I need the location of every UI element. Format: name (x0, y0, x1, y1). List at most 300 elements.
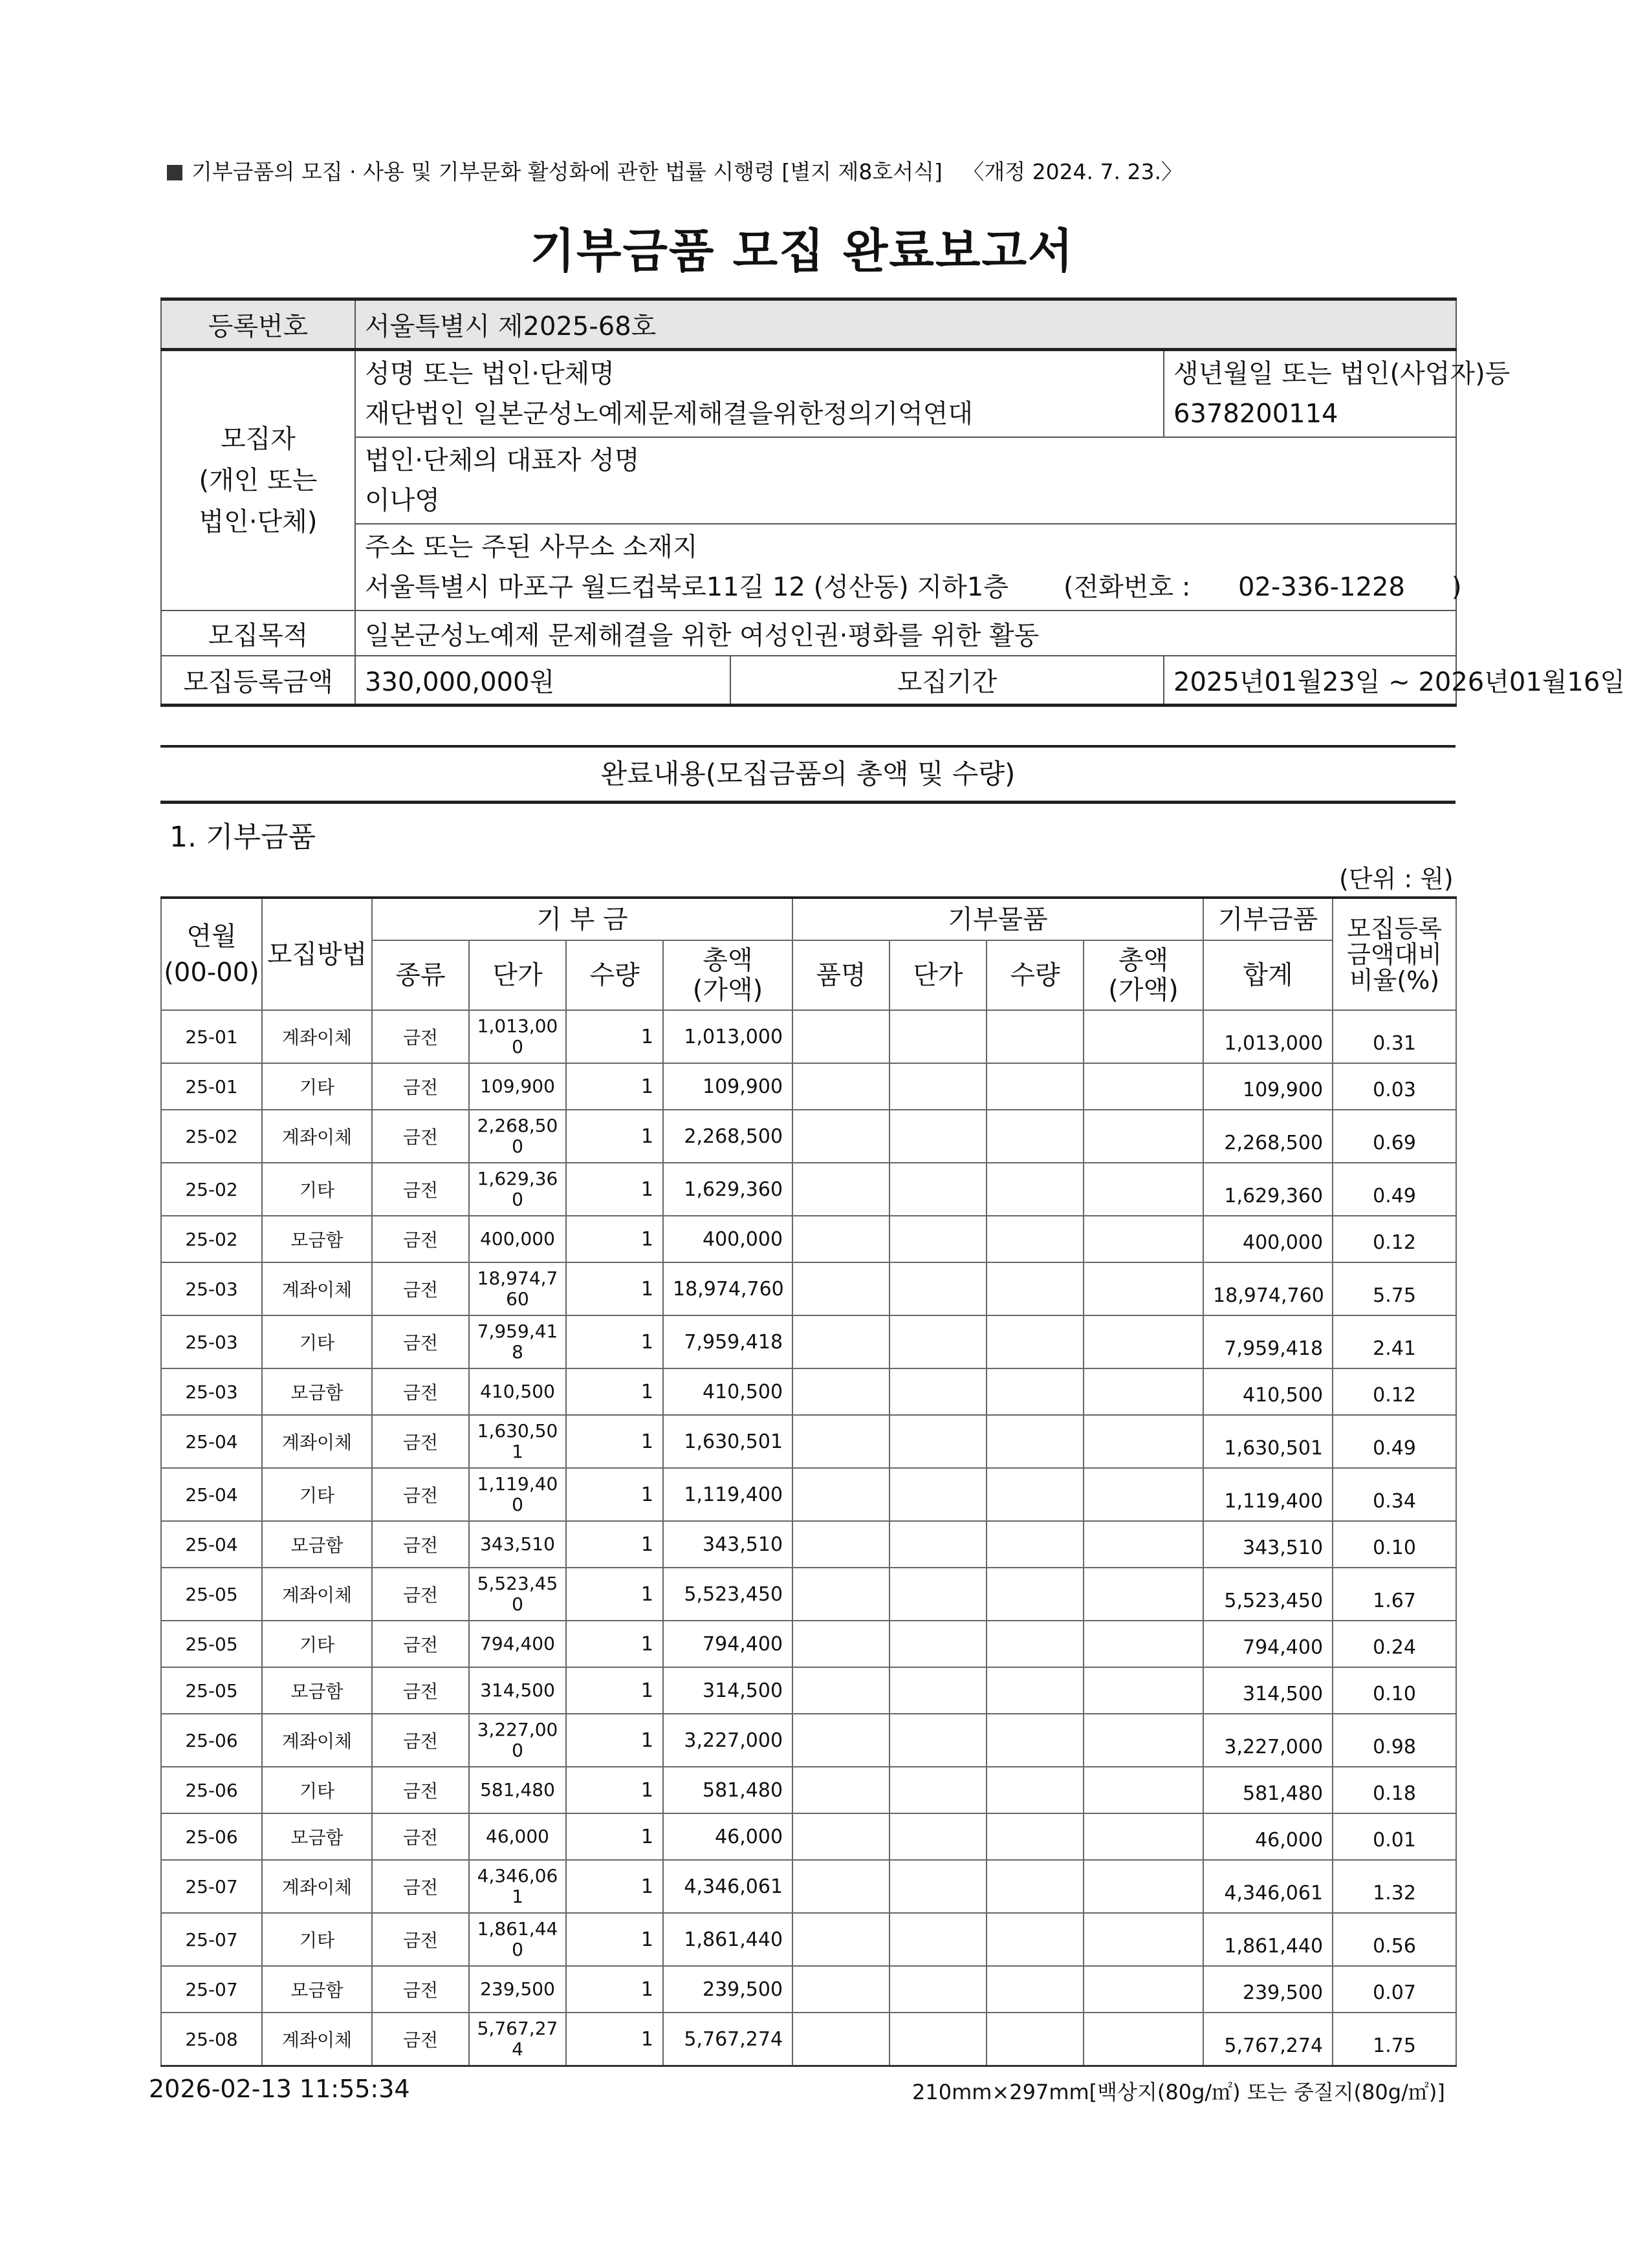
row-unit-price: 2,268,50 0 (469, 1110, 566, 1163)
row-amount: 5,523,450 (663, 1568, 792, 1621)
legal-basis-line (167, 155, 1183, 186)
row-unit-price: 109,900 (469, 1063, 566, 1110)
row-goods-qty (987, 1315, 1084, 1368)
row-method: 기타 (262, 1315, 372, 1368)
period-value: 2025년01월23일 ~ 2026년01월16일 (1164, 656, 1456, 705)
row-sum: 400,000 (1203, 1216, 1333, 1262)
row-goods-unit-price (889, 1813, 987, 1860)
row-type: 금전 (372, 1063, 469, 1110)
row-goods-qty (987, 1063, 1084, 1110)
row-method: 모금함 (262, 1813, 372, 1860)
row-goods-unit-price (889, 1262, 987, 1315)
row-type: 금전 (372, 1667, 469, 1714)
row-month: 25-05 (161, 1667, 262, 1714)
header-goods: 기부물품 (792, 898, 1203, 940)
representative-value: 이나영 (365, 486, 440, 515)
row-amount: 46,000 (663, 1813, 792, 1860)
row-sum: 5,767,274 (1203, 2013, 1333, 2066)
row-month: 25-06 (161, 1714, 262, 1767)
row-goods-amount (1084, 1714, 1203, 1767)
header-qty: 수량 (566, 940, 663, 1010)
row-amount: 18,974,760 (663, 1262, 792, 1315)
row-goods-amount (1084, 1415, 1203, 1468)
row-qty: 1 (566, 1262, 663, 1315)
table-row (161, 1262, 1456, 1315)
table-row (161, 1063, 1456, 1110)
row-unit-price: 1,629,36 0 (469, 1163, 566, 1216)
row-method: 계좌이체 (262, 1415, 372, 1468)
header-method: 모집방법 (262, 898, 372, 1010)
row-month: 25-01 (161, 1010, 262, 1063)
row-sum: 46,000 (1203, 1813, 1333, 1860)
header-ratio: 모집등록 금액대비 비율(%) (1333, 898, 1456, 1010)
row-goods-item (792, 1621, 889, 1667)
row-unit-price: 7,959,41 8 (469, 1315, 566, 1368)
row-ratio: 1.67 (1333, 1568, 1456, 1621)
row-goods-amount (1084, 1063, 1203, 1110)
row-type: 금전 (372, 1315, 469, 1368)
row-type: 금전 (372, 1010, 469, 1063)
table-row (161, 1714, 1456, 1767)
row-qty: 1 (566, 1110, 663, 1163)
row-goods-item (792, 1667, 889, 1714)
row-goods-amount (1084, 1468, 1203, 1521)
row-goods-amount (1084, 1767, 1203, 1813)
row-goods-unit-price (889, 1010, 987, 1063)
row-month: 25-04 (161, 1468, 262, 1521)
unit-note: (단위 : 원) (1339, 865, 1454, 893)
header-amount: 총액 (가액) (663, 940, 792, 1010)
row-goods-amount (1084, 1860, 1203, 1913)
row-sum: 343,510 (1203, 1521, 1333, 1568)
row-goods-qty (987, 1913, 1084, 1966)
page-title: 기부금품 모집 완료보고서 (530, 224, 1074, 278)
row-type: 금전 (372, 1521, 469, 1568)
name-label: 성명 또는 법인·단체명 (365, 359, 615, 389)
row-sum: 7,959,418 (1203, 1315, 1333, 1368)
row-goods-amount (1084, 1315, 1203, 1368)
row-goods-amount (1084, 1667, 1203, 1714)
row-month: 25-06 (161, 1813, 262, 1860)
row-goods-item (792, 2013, 889, 2066)
row-qty: 1 (566, 1568, 663, 1621)
amount-label: 모집등록금액 (161, 656, 355, 705)
row-goods-amount (1084, 1368, 1203, 1415)
row-goods-qty (987, 1621, 1084, 1667)
row-type: 금전 (372, 1262, 469, 1315)
row-amount: 314,500 (663, 1667, 792, 1714)
printed-timestamp: 2026-02-13 11:55:34 (149, 2075, 410, 2103)
row-goods-qty (987, 1163, 1084, 1216)
row-qty: 1 (566, 1315, 663, 1368)
row-ratio: 0.56 (1333, 1913, 1456, 1966)
row-goods-item (792, 1468, 889, 1521)
row-month: 25-03 (161, 1368, 262, 1415)
row-goods-qty (987, 1767, 1084, 1813)
row-type: 금전 (372, 1568, 469, 1621)
row-method: 모금함 (262, 1216, 372, 1262)
table-row (161, 1468, 1456, 1521)
row-sum: 109,900 (1203, 1063, 1333, 1110)
row-qty: 1 (566, 1767, 663, 1813)
row-month: 25-04 (161, 1521, 262, 1568)
row-unit-price: 1,861,44 0 (469, 1913, 566, 1966)
donation-table (160, 896, 1457, 2067)
row-goods-unit-price (889, 1621, 987, 1667)
row-amount: 109,900 (663, 1063, 792, 1110)
table-row (161, 1010, 1456, 1063)
row-unit-price: 1,119,40 0 (469, 1468, 566, 1521)
row-unit-price: 46,000 (469, 1813, 566, 1860)
row-unit-price: 400,000 (469, 1216, 566, 1262)
row-goods-unit-price (889, 1063, 987, 1110)
row-month: 25-02 (161, 1163, 262, 1216)
row-goods-amount (1084, 2013, 1203, 2066)
row-goods-item (792, 1966, 889, 2013)
row-goods-amount (1084, 1163, 1203, 1216)
header-month: 연월 (00-00) (161, 898, 262, 1010)
table-row (161, 1216, 1456, 1262)
table-row (161, 1966, 1456, 2013)
row-method: 모금함 (262, 1521, 372, 1568)
row-month: 25-01 (161, 1063, 262, 1110)
row-qty: 1 (566, 1521, 663, 1568)
row-ratio: 0.69 (1333, 1110, 1456, 1163)
table-row (161, 1813, 1456, 1860)
registration-label: 등록번호 (161, 299, 355, 350)
row-amount: 5,767,274 (663, 2013, 792, 2066)
row-goods-amount (1084, 1110, 1203, 1163)
row-method: 기타 (262, 1163, 372, 1216)
row-ratio: 1.32 (1333, 1860, 1456, 1913)
row-type: 금전 (372, 2013, 469, 2066)
row-unit-price: 18,974,7 60 (469, 1262, 566, 1315)
row-goods-qty (987, 1521, 1084, 1568)
address-label: 주소 또는 주된 사무소 소재지 (365, 532, 698, 562)
collector-info-table (160, 297, 1625, 707)
row-goods-qty (987, 1110, 1084, 1163)
table-row (161, 1315, 1456, 1368)
row-ratio: 0.01 (1333, 1813, 1456, 1860)
row-unit-price: 1,013,00 0 (469, 1010, 566, 1063)
paper-spec: 210mm×297mm[백상지(80g/㎡) 또는 중질지(80g/㎡)] (912, 2080, 1445, 2104)
row-qty: 1 (566, 1621, 663, 1667)
row-goods-unit-price (889, 1667, 987, 1714)
row-month: 25-03 (161, 1262, 262, 1315)
row-ratio: 0.10 (1333, 1521, 1456, 1568)
row-unit-price: 794,400 (469, 1621, 566, 1667)
row-goods-item (792, 1262, 889, 1315)
name-value: 재단법인 일본군성노예제문제해결을위한정의기억연대 (365, 399, 974, 429)
row-unit-price: 239,500 (469, 1966, 566, 2013)
header-money: 기 부 금 (372, 898, 792, 940)
row-sum: 1,861,440 (1203, 1913, 1333, 1966)
row-qty: 1 (566, 1216, 663, 1262)
row-goods-qty (987, 1966, 1084, 2013)
row-goods-qty (987, 1813, 1084, 1860)
row-goods-unit-price (889, 1568, 987, 1621)
header-goods-unit-price: 단가 (889, 940, 987, 1010)
row-sum: 5,523,450 (1203, 1568, 1333, 1621)
row-qty: 1 (566, 1368, 663, 1415)
row-type: 금전 (372, 1860, 469, 1913)
row-unit-price: 3,227,00 0 (469, 1714, 566, 1767)
row-method: 기타 (262, 1063, 372, 1110)
row-goods-qty (987, 1368, 1084, 1415)
table-row (161, 1667, 1456, 1714)
row-ratio: 0.34 (1333, 1468, 1456, 1521)
row-sum: 314,500 (1203, 1667, 1333, 1714)
row-ratio: 0.49 (1333, 1163, 1456, 1216)
row-unit-price: 410,500 (469, 1368, 566, 1415)
row-goods-qty (987, 1667, 1084, 1714)
row-qty: 1 (566, 1163, 663, 1216)
row-goods-item (792, 1315, 889, 1368)
row-goods-qty (987, 1010, 1084, 1063)
row-goods-unit-price (889, 1860, 987, 1913)
row-goods-qty (987, 1860, 1084, 1913)
row-amount: 581,480 (663, 1767, 792, 1813)
row-goods-qty (987, 1468, 1084, 1521)
row-goods-qty (987, 1714, 1084, 1767)
row-method: 기타 (262, 1913, 372, 1966)
address-value: 서울특별시 마포구 월드컵북로11길 12 (성산동) 지하1층 (365, 572, 1009, 602)
row-ratio: 0.03 (1333, 1063, 1456, 1110)
table-row (161, 2013, 1456, 2066)
row-goods-item (792, 1913, 889, 1966)
row-amount: 3,227,000 (663, 1714, 792, 1767)
row-amount: 343,510 (663, 1521, 792, 1568)
row-amount: 1,630,501 (663, 1415, 792, 1468)
row-goods-qty (987, 1262, 1084, 1315)
row-goods-unit-price (889, 1714, 987, 1767)
row-goods-amount (1084, 1966, 1203, 2013)
row-type: 금전 (372, 1163, 469, 1216)
row-goods-unit-price (889, 1415, 987, 1468)
row-goods-amount (1084, 1621, 1203, 1667)
row-sum: 794,400 (1203, 1621, 1333, 1667)
row-unit-price: 581,480 (469, 1767, 566, 1813)
row-sum: 4,346,061 (1203, 1860, 1333, 1913)
row-goods-unit-price (889, 1110, 987, 1163)
row-unit-price: 314,500 (469, 1667, 566, 1714)
row-ratio: 0.12 (1333, 1368, 1456, 1415)
row-type: 금전 (372, 1468, 469, 1521)
row-method: 모금함 (262, 1667, 372, 1714)
row-ratio: 1.75 (1333, 2013, 1456, 2066)
header-total-group: 기부금품 (1203, 898, 1333, 940)
row-goods-qty (987, 1216, 1084, 1262)
row-sum: 1,119,400 (1203, 1468, 1333, 1521)
row-ratio: 0.18 (1333, 1767, 1456, 1813)
purpose-label: 모집목적 (161, 610, 355, 656)
row-sum: 1,630,501 (1203, 1415, 1333, 1468)
row-goods-amount (1084, 1813, 1203, 1860)
row-sum: 1,629,360 (1203, 1163, 1333, 1216)
header-type: 종류 (372, 940, 469, 1010)
table-row (161, 1110, 1456, 1163)
row-type: 금전 (372, 1813, 469, 1860)
row-ratio: 0.31 (1333, 1010, 1456, 1063)
row-method: 계좌이체 (262, 2013, 372, 2066)
row-amount: 1,629,360 (663, 1163, 792, 1216)
row-ratio: 5.75 (1333, 1262, 1456, 1315)
row-qty: 1 (566, 1813, 663, 1860)
row-amount: 794,400 (663, 1621, 792, 1667)
row-goods-unit-price (889, 1966, 987, 2013)
row-unit-price: 343,510 (469, 1521, 566, 1568)
row-goods-unit-price (889, 2013, 987, 2066)
row-amount: 4,346,061 (663, 1860, 792, 1913)
row-goods-unit-price (889, 1521, 987, 1568)
period-label: 모집기간 (730, 656, 1164, 705)
row-type: 금전 (372, 1110, 469, 1163)
row-method: 계좌이체 (262, 1714, 372, 1767)
row-month: 25-08 (161, 2013, 262, 2066)
row-amount: 1,119,400 (663, 1468, 792, 1521)
row-month: 25-03 (161, 1315, 262, 1368)
row-goods-item (792, 1216, 889, 1262)
table-row (161, 1913, 1456, 1966)
row-goods-unit-price (889, 1163, 987, 1216)
row-type: 금전 (372, 1913, 469, 1966)
phone-label: (전화번호 : (1063, 572, 1191, 602)
row-ratio: 0.12 (1333, 1216, 1456, 1262)
phone-value: 02-336-1228 (1238, 572, 1405, 602)
row-qty: 1 (566, 1063, 663, 1110)
row-sum: 239,500 (1203, 1966, 1333, 2013)
row-month: 25-07 (161, 1913, 262, 1966)
table-row (161, 1521, 1456, 1568)
row-method: 기타 (262, 1468, 372, 1521)
amount-value: 330,000,000원 (355, 656, 730, 705)
row-goods-unit-price (889, 1315, 987, 1368)
row-amount: 400,000 (663, 1216, 792, 1262)
row-goods-amount (1084, 1568, 1203, 1621)
table-row (161, 1767, 1456, 1813)
row-method: 기타 (262, 1767, 372, 1813)
row-type: 금전 (372, 1368, 469, 1415)
row-goods-item (792, 1063, 889, 1110)
row-unit-price: 5,767,27 4 (469, 2013, 566, 2066)
row-month: 25-07 (161, 1860, 262, 1913)
row-goods-amount (1084, 1262, 1203, 1315)
purpose-value: 일본군성노예제 문제해결을 위한 여성인권·평화를 위한 활동 (355, 610, 1456, 656)
row-goods-qty (987, 2013, 1084, 2066)
registration-value: 서울특별시 제2025-68호 (355, 299, 1456, 350)
row-qty: 1 (566, 2013, 663, 2066)
phone-close: ) (1452, 572, 1462, 602)
row-type: 금전 (372, 1966, 469, 2013)
row-month: 25-05 (161, 1568, 262, 1621)
representative-label: 법인·단체의 대표자 성명 (365, 446, 640, 475)
row-goods-qty (987, 1415, 1084, 1468)
row-goods-unit-price (889, 1216, 987, 1262)
table-row (161, 1163, 1456, 1216)
table-row (161, 1568, 1456, 1621)
legal-basis: 기부금품의 모집 · 사용 및 기부문화 활성화에 관한 법률 시행령 [별지 제8호서식] (191, 159, 943, 184)
row-amount: 1,861,440 (663, 1913, 792, 1966)
row-qty: 1 (566, 1415, 663, 1468)
row-goods-item (792, 1010, 889, 1063)
row-goods-amount (1084, 1010, 1203, 1063)
row-sum: 3,227,000 (1203, 1714, 1333, 1767)
donation-rows (161, 1010, 1456, 2066)
row-sum: 2,268,500 (1203, 1110, 1333, 1163)
header-goods-qty: 수량 (987, 940, 1084, 1010)
row-goods-item (792, 1714, 889, 1767)
row-amount: 410,500 (663, 1368, 792, 1415)
row-ratio: 0.49 (1333, 1415, 1456, 1468)
row-month: 25-06 (161, 1767, 262, 1813)
row-qty: 1 (566, 1667, 663, 1714)
row-goods-unit-price (889, 1368, 987, 1415)
row-goods-item (792, 1163, 889, 1216)
row-method: 기타 (262, 1621, 372, 1667)
row-qty: 1 (566, 1010, 663, 1063)
row-goods-item (792, 1521, 889, 1568)
row-sum: 410,500 (1203, 1368, 1333, 1415)
row-goods-item (792, 1568, 889, 1621)
row-type: 금전 (372, 1621, 469, 1667)
row-amount: 7,959,418 (663, 1315, 792, 1368)
table-row (161, 1860, 1456, 1913)
row-goods-qty (987, 1568, 1084, 1621)
row-qty: 1 (566, 1913, 663, 1966)
row-goods-item (792, 1415, 889, 1468)
id-label: 생년월일 또는 법인(사업자)등 (1173, 359, 1510, 389)
header-goods-amount: 총액 (가액) (1084, 940, 1203, 1010)
row-ratio: 0.07 (1333, 1966, 1456, 2013)
row-qty: 1 (566, 1714, 663, 1767)
row-method: 계좌이체 (262, 1110, 372, 1163)
row-ratio: 2.41 (1333, 1315, 1456, 1368)
row-method: 모금함 (262, 1966, 372, 2013)
row-method: 계좌이체 (262, 1262, 372, 1315)
row-goods-amount (1084, 1216, 1203, 1262)
row-sum: 1,013,000 (1203, 1010, 1333, 1063)
row-method: 계좌이체 (262, 1568, 372, 1621)
row-unit-price: 1,630,50 1 (469, 1415, 566, 1468)
row-goods-amount (1084, 1521, 1203, 1568)
row-ratio: 0.10 (1333, 1667, 1456, 1714)
row-type: 금전 (372, 1767, 469, 1813)
row-method: 계좌이체 (262, 1010, 372, 1063)
row-goods-item (792, 1813, 889, 1860)
revision-note: 〈개정 2024. 7. 23.〉 (963, 159, 1183, 184)
row-goods-item (792, 1368, 889, 1415)
id-value: 6378200114 (1173, 399, 1338, 429)
row-unit-price: 4,346,06 1 (469, 1860, 566, 1913)
table-row (161, 1415, 1456, 1468)
table-row (161, 1621, 1456, 1667)
row-qty: 1 (566, 1468, 663, 1521)
row-ratio: 0.98 (1333, 1714, 1456, 1767)
row-month: 25-07 (161, 1966, 262, 2013)
row-unit-price: 5,523,45 0 (469, 1568, 566, 1621)
table-row (161, 1368, 1456, 1415)
header-unit-price: 단가 (469, 940, 566, 1010)
row-goods-unit-price (889, 1913, 987, 1966)
row-sum: 581,480 (1203, 1767, 1333, 1813)
header-sum: 합계 (1203, 940, 1333, 1010)
row-qty: 1 (566, 1860, 663, 1913)
row-goods-item (792, 1767, 889, 1813)
row-type: 금전 (372, 1714, 469, 1767)
section-title: 1. 기부금품 (169, 821, 316, 854)
row-amount: 2,268,500 (663, 1110, 792, 1163)
row-goods-unit-price (889, 1767, 987, 1813)
